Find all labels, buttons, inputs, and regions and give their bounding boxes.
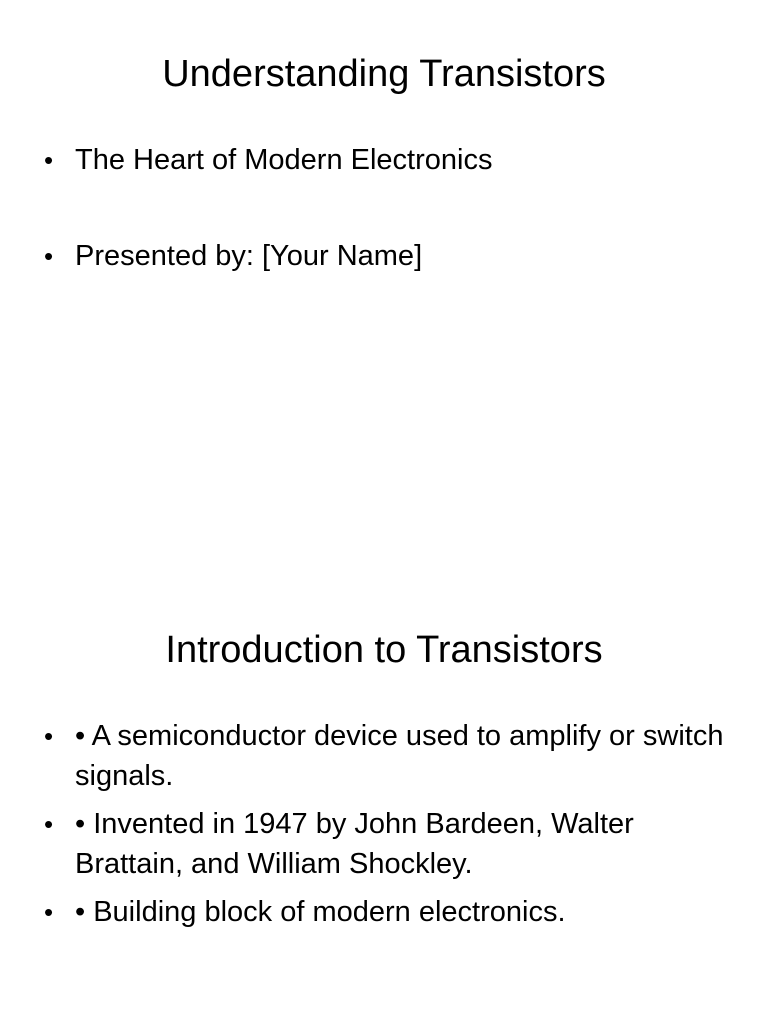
bullet-marker: • bbox=[44, 241, 54, 271]
bullet-list bbox=[44, 140, 724, 332]
bullet-text: • Building block of modern electronics. bbox=[75, 896, 566, 928]
bullet-marker: • bbox=[44, 721, 54, 751]
bullet-marker: • bbox=[44, 145, 54, 175]
bullet-text: The Heart of Modern Electronics bbox=[75, 144, 493, 176]
bullet-text: Presented by: [Your Name] bbox=[75, 240, 423, 272]
bullet-marker: • bbox=[44, 897, 54, 927]
bullet-marker: • bbox=[44, 809, 54, 839]
bullet-item bbox=[44, 716, 724, 796]
bullet-text: • A semiconductor device used to amplify or switch signals. bbox=[75, 720, 724, 792]
slide-2 bbox=[0, 576, 768, 1024]
bullet-item bbox=[44, 236, 724, 276]
bullet-item bbox=[44, 140, 724, 180]
bullet-list bbox=[44, 716, 724, 940]
bullet-item bbox=[44, 892, 724, 932]
bullet-text: • Invented in 1947 by John Bardeen, Walter Brattain, and William Shockley. bbox=[75, 808, 634, 880]
bullet-item bbox=[44, 804, 724, 884]
slide-title: Introduction to Transistors bbox=[165, 629, 603, 671]
slide-title: Understanding Transistors bbox=[162, 53, 606, 95]
